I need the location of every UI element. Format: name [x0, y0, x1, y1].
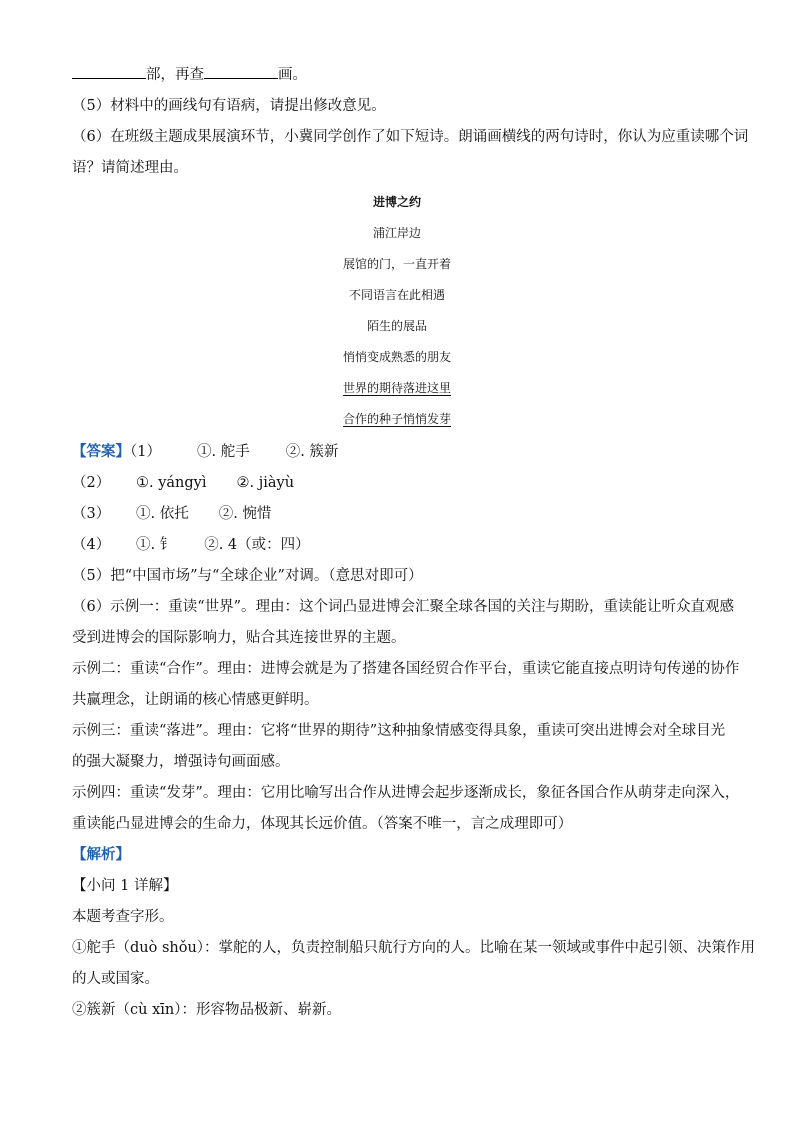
poem-underlined-line: 世界的期待落进这里	[342, 381, 451, 395]
text-fragment: 部，再查	[146, 67, 204, 83]
poem-line: 展馆的门，一直开着	[342, 257, 451, 271]
poem-underlined-line: 合作的种子悄悄发芽	[342, 412, 451, 426]
answer-option: ②. 惋惜	[218, 506, 272, 522]
answer-option: ①. 依托	[136, 506, 189, 522]
answer-option: ①. 舵手	[196, 444, 250, 460]
poem-line: 不同语言在此相遇	[348, 288, 445, 302]
answer-blank-1	[72, 64, 146, 79]
analysis-line: ①舵手（duò shǒu）：掌舵的人，负责控制船只航行方向的人。比喻在某一领域或事件中起引领、决策作用	[72, 940, 756, 956]
answer-5: （5）把“中国市场”与“全球企业”对调。（意思对即可）	[72, 568, 423, 584]
answer-2	[72, 472, 732, 503]
answer-6-line: 的强大凝聚力，增强诗句画面感。	[72, 754, 290, 770]
answer-6-line: （6）示例一：重读“世界”。理由：这个词凸显进博会汇聚全球各国的关注与期盼，重读能让听众直观感	[72, 599, 735, 615]
answer-option: ②. 4（或：四）	[204, 537, 310, 553]
text-fragment: 画。	[278, 67, 307, 83]
answer-6-line: 重读能凸显进博会的生命力，体现其长远价值。（答案不唯一，言之成理即可）	[72, 816, 573, 832]
analysis-line: ②簇新（cù xīn）：形容物品极新、崭新。	[72, 1002, 341, 1018]
fill-blank-line	[72, 64, 732, 95]
answer-tag: 【答案】	[72, 443, 130, 460]
answer-4	[72, 534, 732, 565]
question-6-line-1: （6）在班级主题成果展演环节，小冀同学创作了如下短诗。朗诵画横线的两句诗时，你认为应重读哪个词	[72, 129, 749, 145]
answer-number: （4）	[72, 537, 111, 553]
answer-section	[72, 441, 756, 1030]
answer-6-line: 示例三：重读“落进”。理由：它将“世界的期待”这种抽象情感变得具象，重读可突出进博会对全球目光	[72, 723, 726, 739]
analysis-line: 的人或国家。	[72, 971, 159, 987]
document-body	[72, 64, 749, 188]
analysis-intro: 本题考查字形。	[72, 909, 174, 925]
answer-1	[72, 441, 732, 472]
answer-option: ①. 钅	[136, 537, 175, 553]
question-6-line-2: 语？请简述理由。	[72, 160, 188, 176]
answer-number: （1）	[130, 444, 161, 460]
answer-option: ②. jiàyù	[236, 475, 295, 491]
poem	[0, 191, 794, 439]
answer-6-line: 受到进博会的国际影响力，贴合其连接世界的主题。	[72, 630, 406, 646]
answer-blank-2	[204, 64, 278, 79]
analysis-tag-label: 【解析】	[72, 846, 130, 863]
answer-option: ①. yángyì	[136, 475, 207, 491]
answer-3	[72, 503, 732, 534]
poem-line: 悄悄变成熟悉的朋友	[342, 350, 451, 364]
answer-option: ②. 簇新	[285, 444, 339, 460]
analysis-tag	[72, 844, 732, 875]
answer-number: （2）	[72, 475, 111, 491]
answer-6-line: 示例四：重读“发芽”。理由：它用比喻写出合作从进博会起步逐渐成长，象征各国合作从萌芽走向深入，	[72, 785, 740, 801]
poem-title: 进博之约	[372, 195, 421, 209]
answer-6-line: 共赢理念，让朗诵的核心情感更鲜明。	[72, 692, 319, 708]
poem-line: 浦江岸边	[372, 226, 421, 240]
answer-6-line: 示例二：重读“合作”。理由：进博会就是为了搭建各国经贸合作平台，重读它能直接点明诗句传递的协作	[72, 661, 740, 677]
poem-line: 陌生的展品	[366, 319, 427, 333]
answer-number: （3）	[72, 506, 111, 522]
question-5: （5）材料中的画线句有语病，请提出修改意见。	[72, 98, 386, 114]
analysis-subheading: 【小问 1 详解】	[72, 878, 178, 894]
